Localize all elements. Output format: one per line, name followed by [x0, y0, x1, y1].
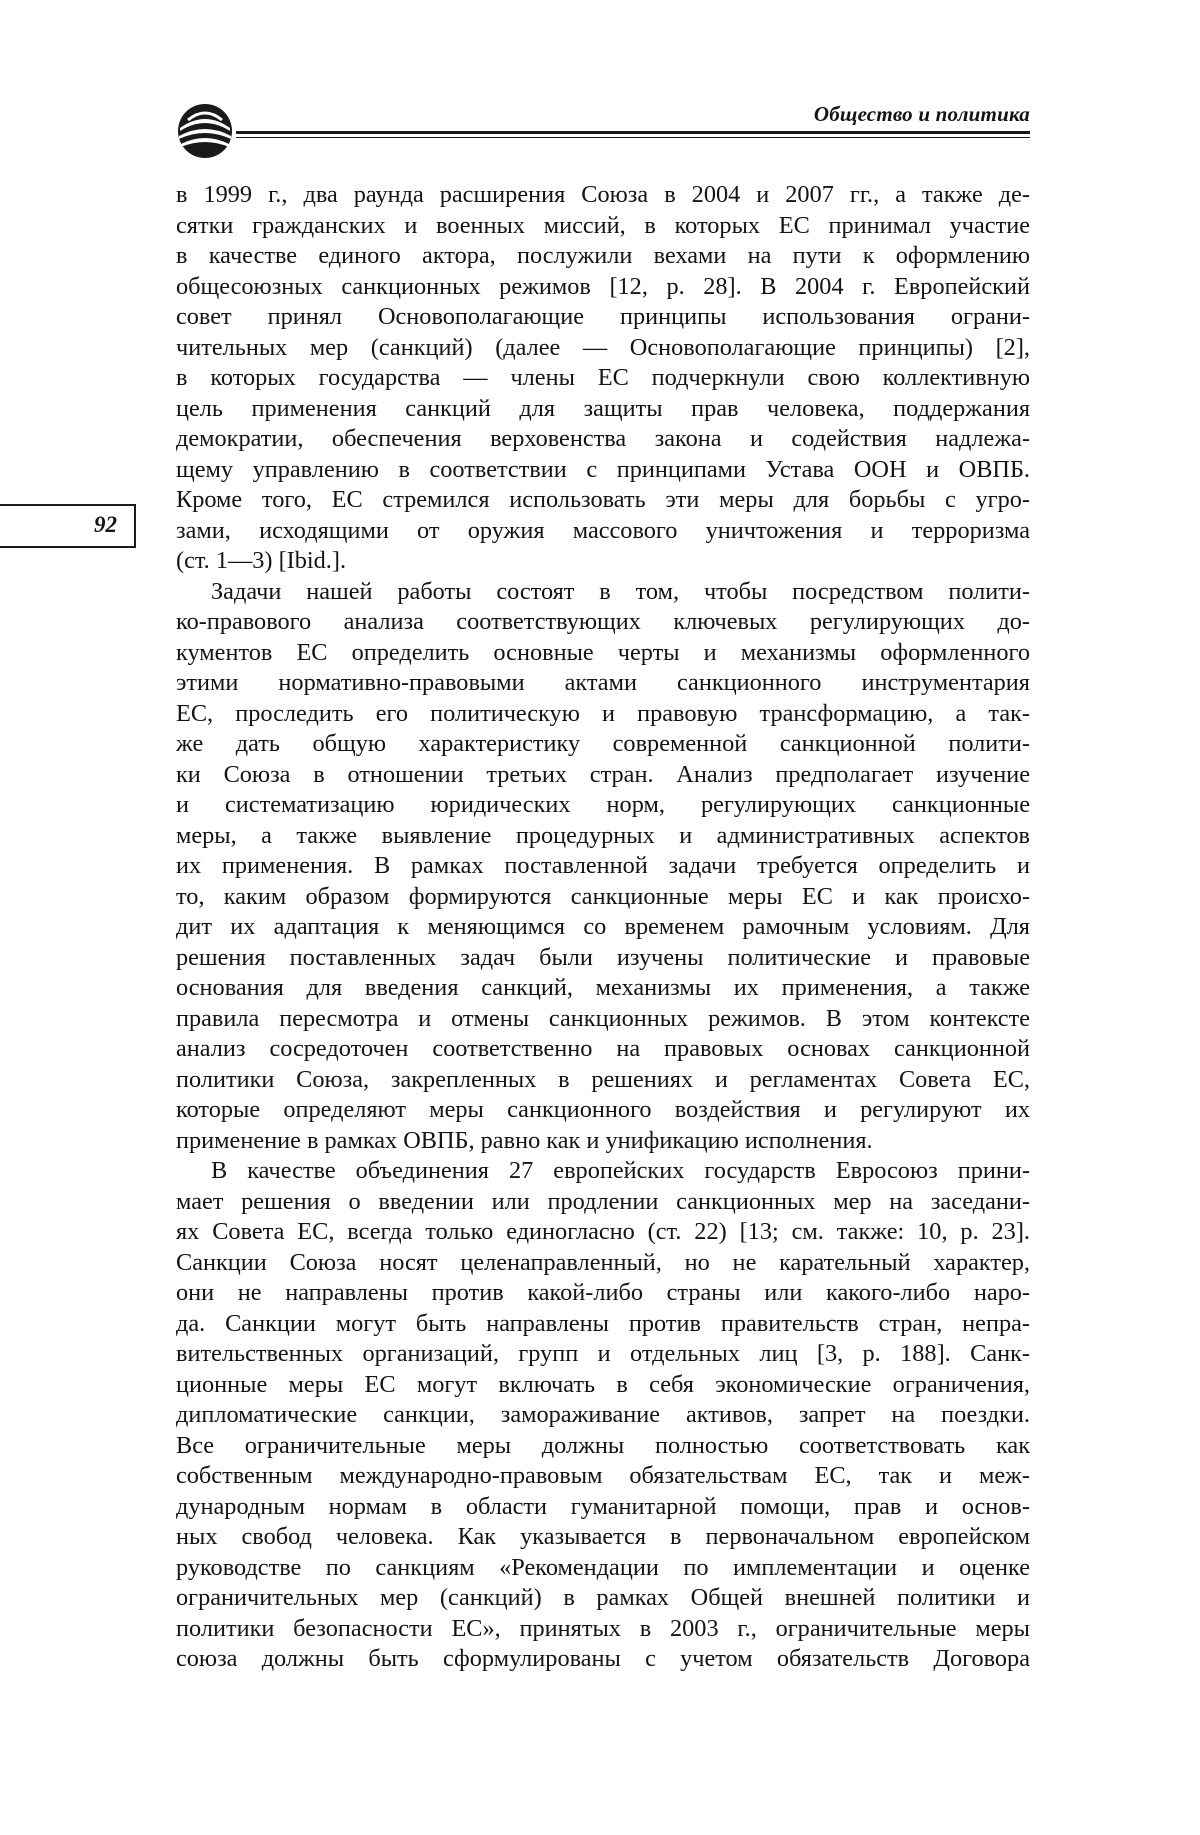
header-rule-thin [236, 137, 1030, 138]
text-line: ЕС, проследить его политическую и правовую трансформацию, а так- [176, 699, 1030, 727]
text-line: вительственных организаций, групп и отдельных лиц [3, p. 188]. Санк- [176, 1340, 1030, 1367]
text-line: мает решения о введении или продлении санкционных мер на заседани- [176, 1187, 1030, 1215]
text-line: да. Санкции могут быть направлены против правительств стран, непра- [176, 1309, 1030, 1337]
article-body [176, 180, 1030, 1675]
text-line: Кроме того, ЕС стремился использовать эти меры для борьбы с угро- [176, 486, 1030, 513]
text-line: правила пересмотра и отмены санкционных режимов. В этом контексте [176, 1004, 1030, 1032]
text-line: зами, исходящими от оружия массового уничтожения и терроризма [176, 516, 1030, 544]
text-line: их применения. В рамках поставленной задачи требуется определить и [176, 852, 1030, 879]
text-line: ционные меры ЕС могут включать в себя экономические ограничения, [176, 1370, 1030, 1398]
text-line: политики безопасности ЕС», принятых в 2003 г., ограничительные меры [176, 1614, 1030, 1642]
text-line: ки Союза в отношении третьих стран. Анализ предполагает изучение [176, 760, 1030, 788]
text-line: то, каким образом формируются санкционные меры ЕС и как происхо- [176, 882, 1030, 910]
text-line: сятки гражданских и военных миссий, в которых ЕС принимал участие [176, 211, 1030, 239]
text-line: которые определяют меры санкционного воздействия и регулируют их [176, 1096, 1030, 1123]
text-line: применение в рамках ОВПБ, равно как и унификацию исполнения. [176, 1126, 873, 1154]
journal-logo-icon [174, 100, 236, 162]
text-line: чительных мер (санкций) (далее — Основополагающие принципы) [2], [176, 333, 1030, 361]
text-line: этими нормативно-правовыми актами санкционного инструментария [176, 669, 1030, 696]
text-line: союза должны быть сформулированы с учетом обязательств Договора [176, 1645, 1030, 1672]
text-line: В качестве объединения 27 европейских государств Евросоюз прини- [211, 1157, 1030, 1184]
text-line: же дать общую характеристику современной санкционной полити- [176, 730, 1030, 757]
text-line: общесоюзных санкционных режимов [12, p. 28]. В 2004 г. Европейский [176, 272, 1030, 300]
text-line: ях Совета ЕС, всегда только единогласно (ст. 22) [13; см. также: 10, p. 23]. [176, 1218, 1030, 1245]
text-line: (ст. 1—3) [Ibid.]. [176, 547, 347, 574]
text-line: Санкции Союза носят целенаправленный, но не карательный характер, [176, 1248, 1030, 1276]
text-line: дународным нормам в области гуманитарной помощи, прав и основ- [176, 1492, 1030, 1520]
text-line: дипломатические санкции, замораживание активов, запрет на поездки. [176, 1401, 1030, 1428]
text-line: решения поставленных задач были изучены политические и правовые [176, 943, 1030, 971]
text-line: и систематизацию юридических норм, регулирующих санкционные [176, 791, 1030, 818]
text-line: в которых государства — члены ЕС подчеркнули свою коллективную [176, 364, 1030, 391]
text-line: меры, а также выявление процедурных и административных аспектов [176, 821, 1030, 849]
text-line: кументов ЕС определить основные черты и механизмы оформленного [176, 638, 1030, 666]
text-line: щему управлению в соответствии с принципами Устава ООН и ОВПБ. [176, 455, 1030, 483]
text-line: совет принял Основополагающие принципы использования ограни- [176, 303, 1030, 330]
text-line: ко-правового анализа соответствующих ключевых регулирующих до- [176, 608, 1030, 635]
text-line: руководстве по санкциям «Рекомендации по имплементации и оценке [176, 1553, 1030, 1581]
text-line: анализ сосредоточен соответственно на правовых основах санкционной [176, 1035, 1030, 1062]
page-number: 92 [94, 512, 117, 537]
text-line: в 1999 г., два раунда расширения Союза в 2004 и 2007 гг., а также де- [176, 181, 1030, 208]
journal-title: Общество и политика [813, 102, 1030, 126]
text-line: Задачи нашей работы состоят в том, чтобы посредством полити- [211, 577, 1030, 605]
text-line: политики Союза, закрепленных в решениях и регламентах Совета ЕС, [176, 1065, 1030, 1093]
text-line: дит их адаптация к меняющимся со временем рамочным условиям. Для [176, 913, 1030, 940]
text-line: Все ограничительные меры должны полностью соответствовать как [176, 1431, 1030, 1459]
header-rule-thick [236, 131, 1030, 134]
text-line: они не направлены против какой-либо страны или какого-либо наро- [176, 1279, 1030, 1306]
text-line: цель применения санкций для защиты прав человека, поддержания [176, 394, 1030, 422]
text-line: в качестве единого актора, послужили вехами на пути к оформлению [176, 242, 1030, 269]
text-line: основания для введения санкций, механизмы их применения, а также [176, 974, 1030, 1001]
text-line: ограничительных мер (санкций) в рамках Общей внешней политики и [176, 1584, 1030, 1611]
text-line: собственным международно-правовым обязательствам ЕС, так и меж- [176, 1462, 1030, 1489]
text-line: ных свобод человека. Как указывается в первоначальном европейском [176, 1523, 1030, 1550]
text-line: демократии, обеспечения верховенства закона и содействия надлежа- [176, 425, 1030, 452]
